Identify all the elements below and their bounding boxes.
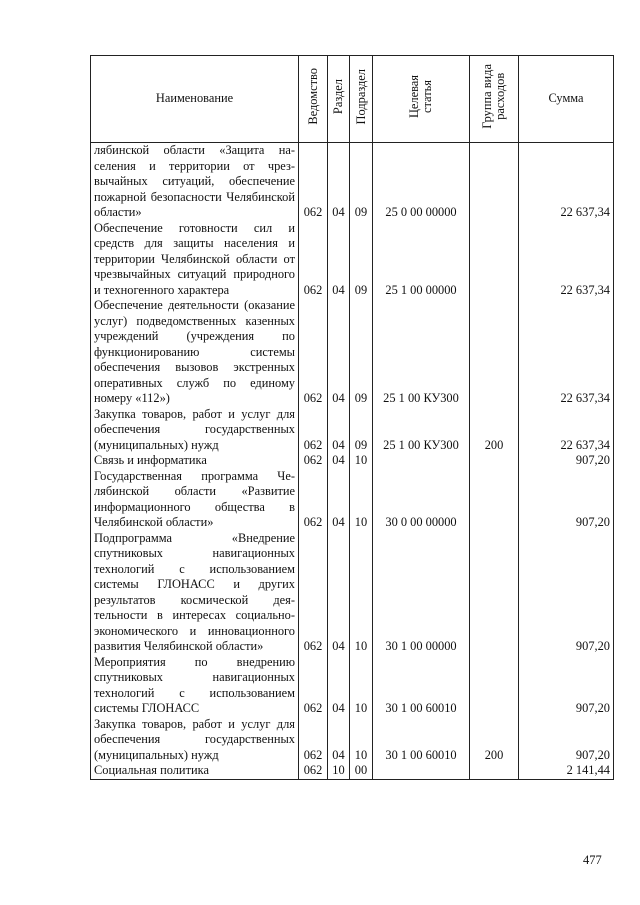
table-row	[91, 298, 614, 407]
cell-name: лябинской области «Защита населения и территории от чрезвычайных ситуаций, обеспечение пожарной безопасности Челябинской области»	[91, 143, 299, 221]
cell-name: Государственная программа Челябинской области «Развитие информационного общества в Челябинской области»	[91, 469, 299, 531]
cell-vedomstvo: 062	[299, 717, 328, 764]
cell-expense-group	[470, 655, 519, 717]
cell-podrazdel: 10	[350, 717, 373, 764]
cell-vedomstvo: 062	[299, 655, 328, 717]
table-row	[91, 531, 614, 655]
cell-podrazdel: 09	[350, 298, 373, 407]
cell-name: Подпрограмма «Внедрение спутниковых навигационных технологий с использованием системы ГЛОНАСС и других результатов космической деятельности в интересах социально-экономического и инновационного развития Челябинской области»	[91, 531, 299, 655]
cell-expense-group	[470, 763, 519, 779]
cell-razdel: 04	[328, 469, 350, 531]
header-razdel: Раздел	[328, 56, 350, 143]
cell-podrazdel: 10	[350, 531, 373, 655]
cell-vedomstvo: 062	[299, 221, 328, 299]
header-podrazdel: Подраздел	[350, 56, 373, 143]
cell-name: Связь и информатика	[91, 453, 299, 469]
page-number: 477	[583, 853, 602, 867]
cell-target-article: 30 1 00 00000	[373, 531, 470, 655]
cell-expense-group: 200	[470, 717, 519, 764]
cell-razdel: 04	[328, 407, 350, 454]
header-expense-group: Группа вида расходов	[470, 56, 519, 143]
table-header-row	[91, 56, 614, 143]
cell-sum: 22 637,34	[519, 407, 614, 454]
cell-name: Обеспечение деятельности (оказание услуг) подведомственных казенных учреждений (учреждения по функционированию системы обеспечения вызовов экстренных оперативных служб по единому номеру «112»)	[91, 298, 299, 407]
cell-razdel: 10	[328, 763, 350, 779]
cell-target-article: 25 1 00 КУ300	[373, 298, 470, 407]
table-row	[91, 469, 614, 531]
table-row	[91, 655, 614, 717]
cell-podrazdel: 10	[350, 469, 373, 531]
cell-sum: 907,20	[519, 469, 614, 531]
table-row	[91, 453, 614, 469]
cell-sum: 907,20	[519, 717, 614, 764]
table-row	[91, 143, 614, 221]
budget-table	[90, 55, 614, 780]
cell-expense-group: 200	[470, 407, 519, 454]
cell-razdel: 04	[328, 655, 350, 717]
header-target-article: Целевая статья	[373, 56, 470, 143]
cell-vedomstvo: 062	[299, 143, 328, 221]
cell-name: Обеспечение готовности сил и средств для защиты населения и территории Челябинской области от чрезвычайных ситуаций природного и техногенного характера	[91, 221, 299, 299]
table-row	[91, 407, 614, 454]
cell-expense-group	[470, 469, 519, 531]
cell-expense-group	[470, 221, 519, 299]
cell-vedomstvo: 062	[299, 531, 328, 655]
cell-name: Мероприятия по внедрению спутниковых навигационных технологий с использованием системы ГЛОНАСС	[91, 655, 299, 717]
cell-name: Закупка товаров, работ и услуг для обеспечения государственных (муниципальных) нужд	[91, 407, 299, 454]
cell-razdel: 04	[328, 221, 350, 299]
header-vedomstvo: Ведомство	[299, 56, 328, 143]
cell-sum: 907,20	[519, 453, 614, 469]
table-row	[91, 221, 614, 299]
cell-sum: 907,20	[519, 531, 614, 655]
cell-name: Социальная политика	[91, 763, 299, 779]
cell-podrazdel: 00	[350, 763, 373, 779]
cell-razdel: 04	[328, 717, 350, 764]
cell-podrazdel: 10	[350, 655, 373, 717]
cell-expense-group	[470, 143, 519, 221]
cell-target-article: 30 0 00 00000	[373, 469, 470, 531]
cell-sum: 907,20	[519, 655, 614, 717]
table-row	[91, 717, 614, 764]
header-name: Наименование	[91, 56, 299, 143]
cell-sum: 22 637,34	[519, 221, 614, 299]
cell-target-article	[373, 763, 470, 779]
cell-razdel: 04	[328, 143, 350, 221]
cell-target-article: 30 1 00 60010	[373, 655, 470, 717]
cell-vedomstvo: 062	[299, 453, 328, 469]
table-row	[91, 763, 614, 779]
cell-razdel: 04	[328, 453, 350, 469]
cell-podrazdel: 09	[350, 221, 373, 299]
cell-podrazdel: 09	[350, 407, 373, 454]
cell-vedomstvo: 062	[299, 763, 328, 779]
cell-sum: 22 637,34	[519, 143, 614, 221]
cell-razdel: 04	[328, 531, 350, 655]
cell-razdel: 04	[328, 298, 350, 407]
cell-target-article: 25 0 00 00000	[373, 143, 470, 221]
cell-sum: 22 637,34	[519, 298, 614, 407]
cell-target-article: 30 1 00 60010	[373, 717, 470, 764]
cell-vedomstvo: 062	[299, 469, 328, 531]
cell-podrazdel: 10	[350, 453, 373, 469]
cell-expense-group	[470, 298, 519, 407]
header-sum: Сумма	[519, 56, 614, 143]
cell-target-article	[373, 453, 470, 469]
cell-name: Закупка товаров, работ и услуг для обеспечения государственных (муниципальных) нужд	[91, 717, 299, 764]
cell-expense-group	[470, 531, 519, 655]
cell-target-article: 25 1 00 КУ300	[373, 407, 470, 454]
cell-vedomstvo: 062	[299, 407, 328, 454]
cell-expense-group	[470, 453, 519, 469]
cell-sum: 2 141,44	[519, 763, 614, 779]
cell-vedomstvo: 062	[299, 298, 328, 407]
cell-target-article: 25 1 00 00000	[373, 221, 470, 299]
cell-podrazdel: 09	[350, 143, 373, 221]
